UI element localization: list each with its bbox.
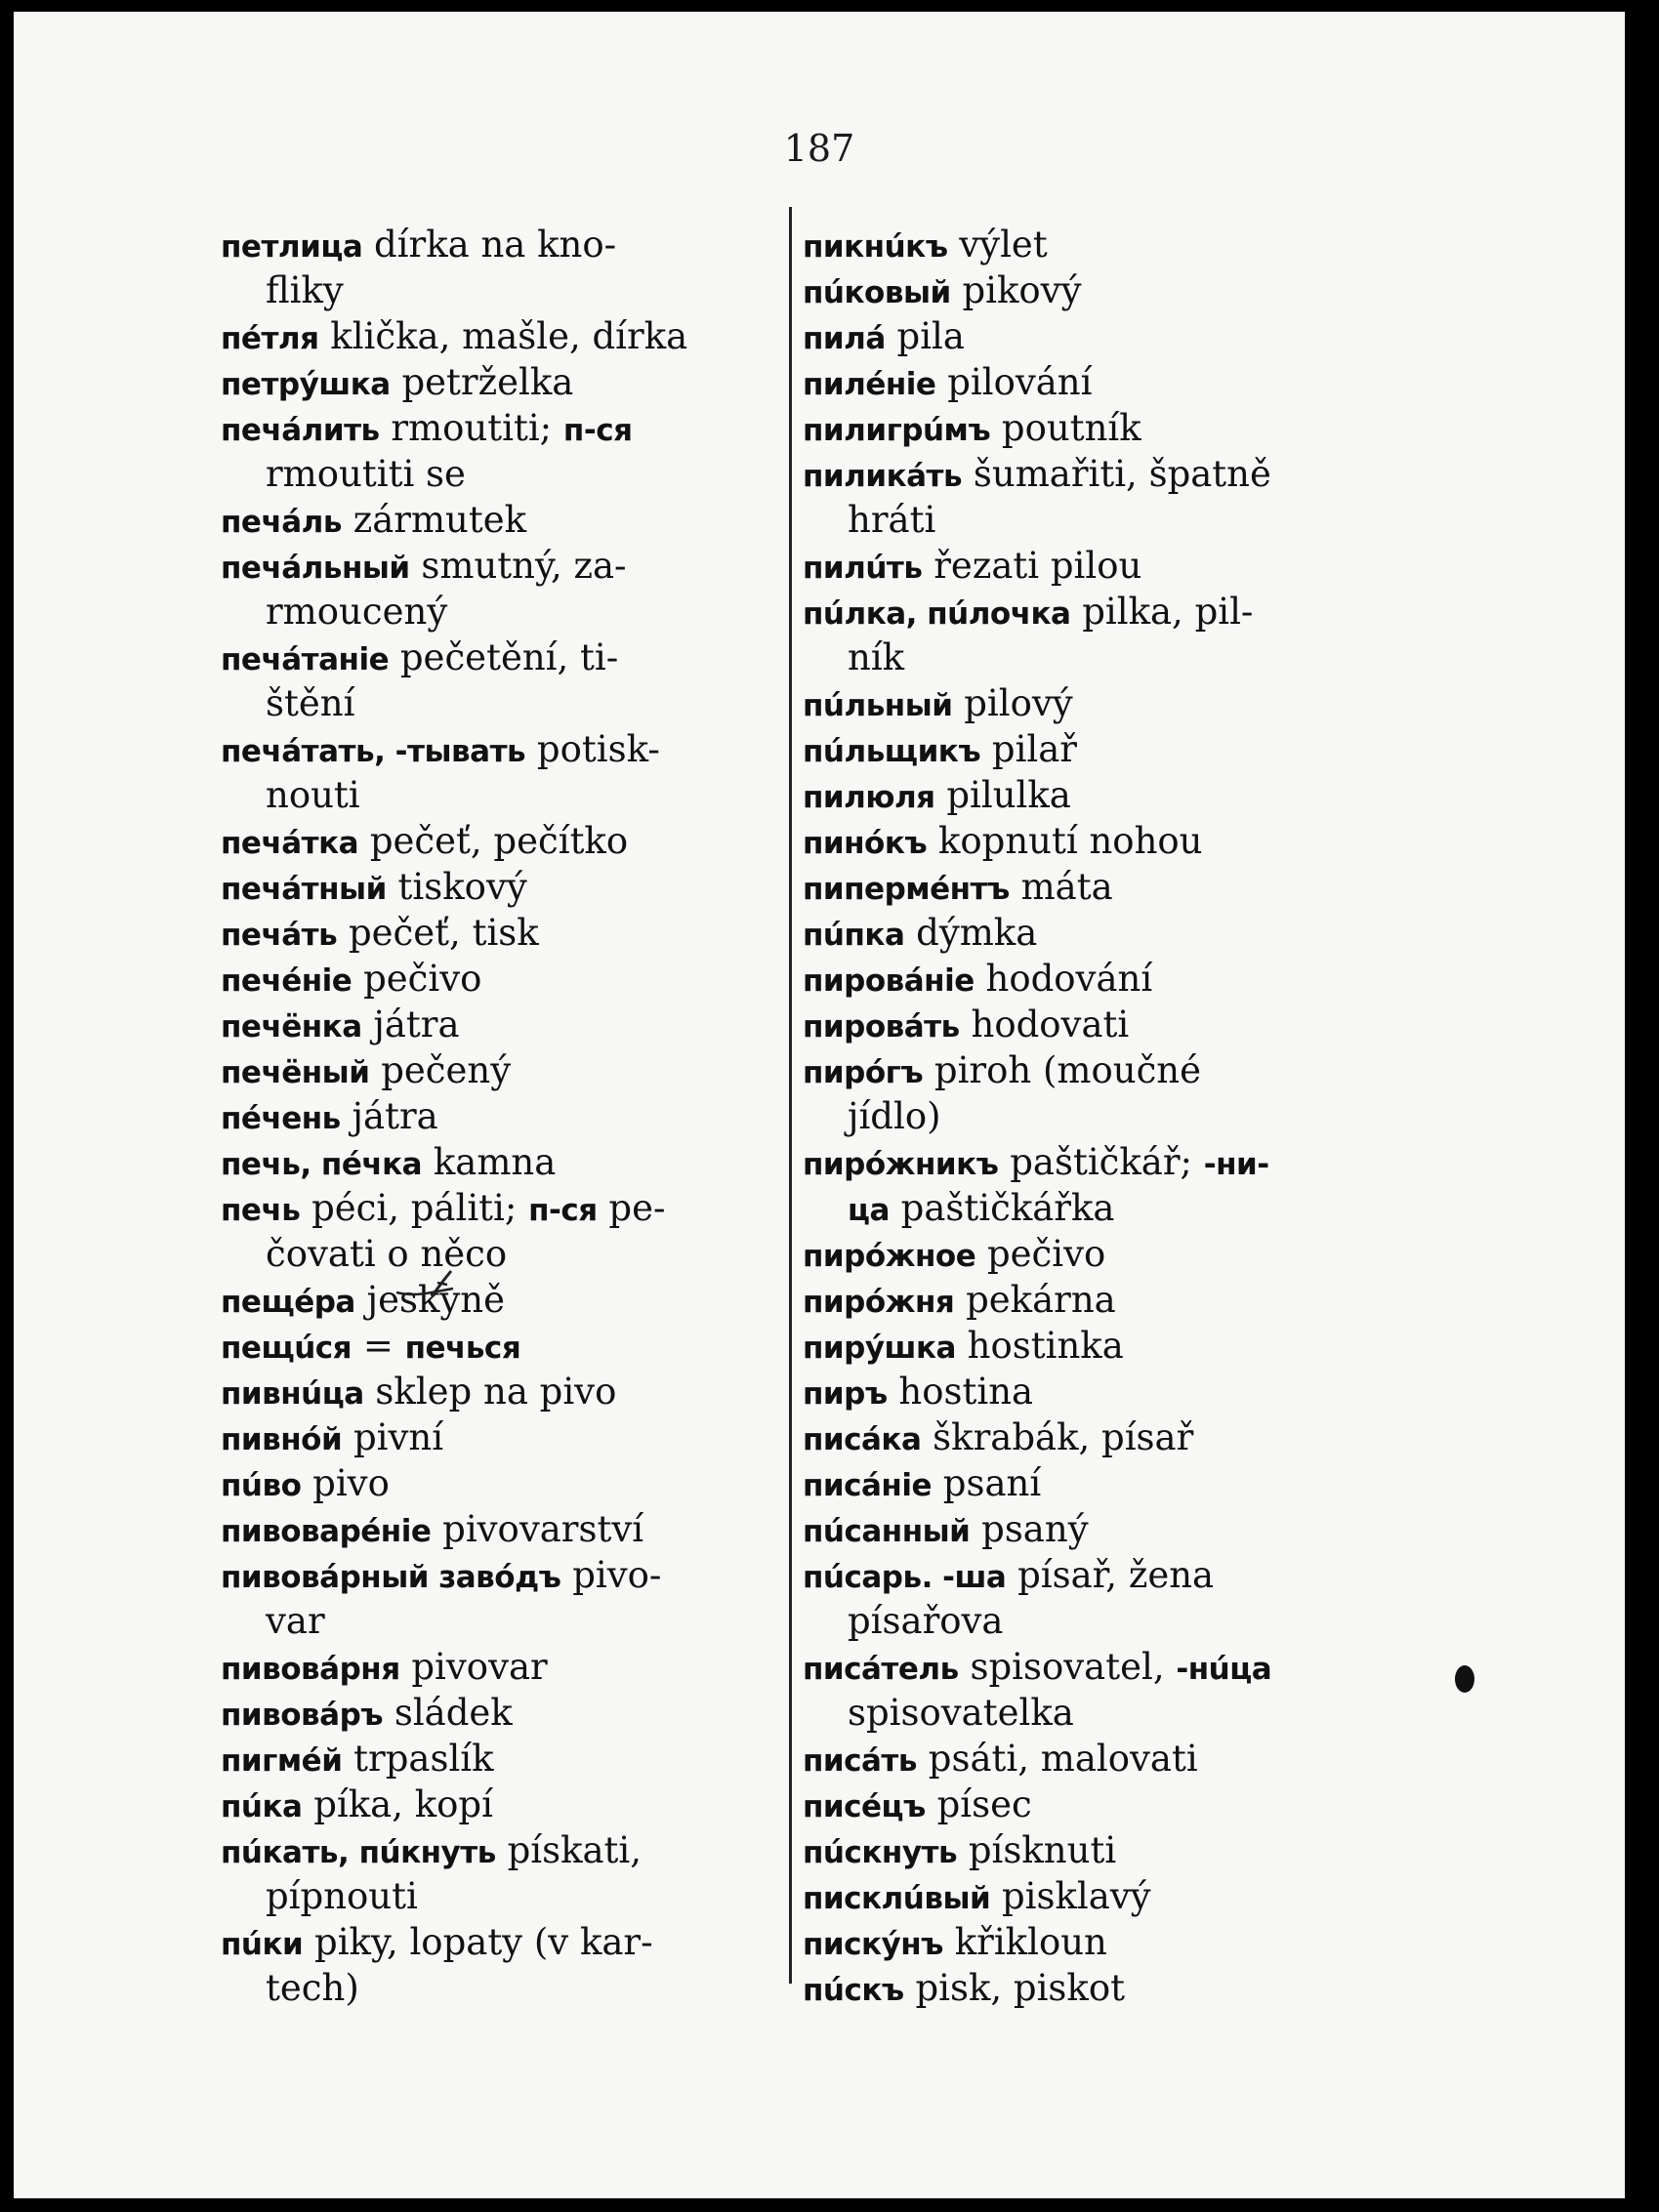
dictionary-entry (803, 1506, 1379, 1552)
translation: tech) (266, 1967, 359, 2009)
dictionary-entry (221, 405, 779, 451)
headword: пигмéй (221, 1743, 343, 1779)
headword: пировáніе (803, 963, 975, 999)
headword: пирóжня (803, 1285, 955, 1320)
headword: пинóкъ (803, 826, 928, 861)
translation: var (266, 1600, 325, 1642)
dictionary-entry (221, 726, 779, 772)
dictionary-entry (803, 1552, 1379, 1598)
translation: fliky (266, 269, 344, 311)
dictionary-entry (803, 680, 1379, 726)
headword: петлица (221, 229, 363, 265)
translation: péci, páliti; (300, 1187, 529, 1229)
dictionary-entry (221, 1690, 779, 1736)
translation: játra (361, 1004, 460, 1045)
headword: писáтель (803, 1652, 959, 1687)
dictionary-entry (221, 635, 779, 680)
headword: п-ся (562, 413, 633, 448)
dictionary-entry (221, 543, 779, 589)
translation: rmoucený (266, 591, 448, 633)
dictionary-entry (803, 543, 1379, 589)
translation: škrabák, písař (921, 1416, 1194, 1458)
headword: пúковый (803, 275, 951, 310)
headword: пивовáрный завóдъ (221, 1560, 561, 1595)
entry-continuation (221, 1873, 779, 1919)
headword: пéчень (221, 1101, 341, 1136)
headword: писéцъ (803, 1789, 926, 1824)
headword: печёный (221, 1055, 370, 1090)
translation: klička, mašle, dírka (318, 315, 688, 357)
dictionary-entry (803, 910, 1379, 956)
entry-continuation (221, 1598, 779, 1644)
translation: játra (340, 1095, 438, 1137)
dictionary-entry (221, 910, 779, 956)
dictionary-entry (221, 956, 779, 1002)
translation: psaní (932, 1462, 1042, 1504)
dictionary-entry (803, 1644, 1379, 1690)
translation: pilař (980, 728, 1077, 770)
handwritten-check-mark (393, 1263, 461, 1302)
translation: pe- (597, 1187, 666, 1229)
right-column (803, 222, 1379, 2011)
translation: křikloun (942, 1921, 1107, 1963)
dictionary-entry (221, 222, 779, 267)
headword: пúво (221, 1468, 302, 1503)
dictionary-entry (803, 589, 1379, 635)
headword: печéніе (221, 963, 353, 999)
headword: печься (404, 1331, 521, 1366)
column-divider (789, 207, 792, 1984)
dictionary-entry (221, 313, 779, 359)
dictionary-entry (221, 1185, 779, 1231)
headword: печь, пéчка (221, 1147, 423, 1182)
entry-continuation (803, 1598, 1379, 1644)
headword: писáка (803, 1422, 922, 1457)
page-number: 187 (783, 127, 855, 170)
translation: paštičkářka (889, 1187, 1115, 1229)
dictionary-entry (803, 1782, 1379, 1827)
dictionary-entry (803, 1047, 1379, 1093)
entry-continuation (221, 451, 779, 497)
translation: kamna (422, 1141, 557, 1183)
dictionary-entry (803, 726, 1379, 772)
translation: spisovatelka (848, 1692, 1074, 1734)
headword: печáтать, -тывать (221, 734, 526, 769)
headword: пирóжникъ (803, 1147, 999, 1182)
headword: пирóгъ (803, 1055, 924, 1090)
headword: пúлка, пúлочка (803, 596, 1071, 632)
headword: пилúть (803, 551, 923, 586)
headword: пúки (221, 1927, 304, 1962)
headword: пировáть (803, 1009, 960, 1045)
dictionary-entry (803, 864, 1379, 910)
entry-continuation (221, 589, 779, 635)
entry-continuation (221, 772, 779, 818)
headword: писáніе (803, 1468, 933, 1503)
dictionary-entry (221, 1644, 779, 1690)
dictionary-page (14, 12, 1625, 2198)
translation: pečeť, pečítko (358, 820, 629, 862)
headword: петрýшка (221, 367, 391, 402)
headword: печáтаніе (221, 642, 390, 677)
dictionary-entry (221, 359, 779, 405)
ink-spot (1455, 1665, 1474, 1693)
dictionary-entry (803, 956, 1379, 1002)
headword: пикнúкъ (803, 229, 948, 265)
dictionary-entry (221, 1782, 779, 1827)
headword: п-ся (528, 1193, 598, 1228)
dictionary-entry (803, 359, 1379, 405)
translation: pilový (952, 682, 1073, 724)
translation: rmoutiti; (379, 407, 563, 449)
translation: štění (266, 682, 355, 724)
translation: pivo (301, 1462, 390, 1504)
entry-continuation (221, 1965, 779, 2011)
headword: пещúся (221, 1331, 353, 1366)
entry-continuation (803, 1185, 1379, 1231)
dictionary-entry (221, 1369, 779, 1414)
translation: dírka na kno- (362, 224, 617, 266)
translation: písknuti (957, 1829, 1117, 1871)
headword: пúка (221, 1789, 303, 1824)
translation: hráti (848, 499, 936, 541)
dictionary-entry (803, 1736, 1379, 1782)
dictionary-entry (803, 1414, 1379, 1460)
dictionary-entry (803, 313, 1379, 359)
headword: пилигрúмъ (803, 413, 991, 448)
dictionary-entry (803, 1323, 1379, 1369)
dictionary-entry (803, 1277, 1379, 1323)
left-column (221, 222, 779, 2011)
entry-continuation (221, 1231, 779, 1277)
dictionary-entry (803, 1460, 1379, 1506)
headword: печёнка (221, 1009, 362, 1045)
translation: pivovar (399, 1646, 548, 1688)
dictionary-entry (221, 1277, 779, 1323)
translation: písař, žena (1006, 1554, 1215, 1596)
translation: píka, kopí (302, 1783, 493, 1825)
headword: пирóжное (803, 1239, 976, 1274)
headword: пивовáрня (221, 1652, 400, 1687)
translation: pilulka (934, 774, 1071, 816)
translation: dýmka (904, 912, 1038, 954)
translation: písařova (848, 1600, 1004, 1642)
translation: sklep na pivo (363, 1371, 617, 1413)
headword: печáть (221, 918, 338, 953)
translation: jídlo) (848, 1095, 941, 1137)
entry-continuation (803, 497, 1379, 543)
headword: печáтка (221, 826, 359, 861)
translation: pivovarství (431, 1508, 644, 1550)
headword: пискýнъ (803, 1927, 943, 1962)
dictionary-entry (221, 1506, 779, 1552)
translation: písec (925, 1783, 1032, 1825)
dictionary-entry (803, 772, 1379, 818)
translation: pisk, piskot (903, 1967, 1125, 2009)
headword: печь (221, 1193, 301, 1228)
translation: pisklavý (990, 1875, 1151, 1917)
dictionary-entry (221, 497, 779, 543)
translation: výlet (947, 224, 1048, 266)
translation: pečeť, tisk (337, 912, 539, 954)
dictionary-entry (803, 1002, 1379, 1047)
headword: пúскнуть (803, 1835, 958, 1870)
dictionary-entry (221, 1047, 779, 1093)
dictionary-entry (803, 222, 1379, 267)
headword: пиликáть (803, 459, 963, 494)
translation: pivo- (560, 1554, 662, 1596)
headword: пещéра (221, 1285, 355, 1320)
translation: smutný, za- (409, 545, 627, 587)
entry-continuation (803, 635, 1379, 680)
translation: pečivo (975, 1233, 1106, 1275)
headword: пúкать, пúкнуть (221, 1835, 496, 1870)
translation: paštičkář; (998, 1141, 1204, 1183)
translation: spisovatel, (958, 1646, 1177, 1688)
translation: hodování (974, 958, 1153, 1000)
translation: potisk- (525, 728, 660, 770)
dictionary-entry (803, 451, 1379, 497)
headword: пилéніе (803, 367, 936, 402)
translation: hodovati (959, 1004, 1130, 1045)
headword: печáтный (221, 872, 387, 907)
translation: pekárna (954, 1279, 1116, 1321)
translation: pila (885, 315, 965, 357)
dictionary-entry (221, 1002, 779, 1047)
translation: máta (1009, 866, 1113, 908)
headword: пúльный (803, 688, 953, 723)
headword: печáль (221, 505, 342, 540)
dictionary-entry (803, 405, 1379, 451)
headword: пúпка (803, 918, 905, 953)
dictionary-entry (803, 1369, 1379, 1414)
headword: пиръ (803, 1376, 888, 1412)
translation: piky, lopaty (v kar- (303, 1921, 653, 1963)
translation: pískati, (495, 1829, 643, 1871)
dictionary-entry (803, 267, 1379, 313)
headword: пирýшка (803, 1331, 956, 1366)
translation: tiskový (386, 866, 527, 908)
translation: pikový (950, 269, 1082, 311)
translation: nouti (266, 774, 360, 816)
translation: pilování (935, 361, 1093, 403)
translation: rmoutiti se (266, 453, 466, 495)
headword: писáть (803, 1743, 918, 1779)
headword: пивнóй (221, 1422, 343, 1457)
translation: řezati pilou (922, 545, 1142, 587)
dictionary-entry (221, 818, 779, 864)
entry-continuation (221, 267, 779, 313)
headword: пéтля (221, 321, 319, 356)
translation: hostinka (955, 1325, 1124, 1367)
headword: пипермéнтъ (803, 872, 1010, 907)
entry-continuation (803, 1690, 1379, 1736)
headword: пúскъ (803, 1973, 904, 2008)
dictionary-entry (221, 1414, 779, 1460)
headword: пúльщикъ (803, 734, 981, 769)
translation: psaný (970, 1508, 1089, 1550)
translation: zármutek (341, 499, 527, 541)
headword: пивовáръ (221, 1698, 384, 1733)
dictionary-entry (221, 1827, 779, 1873)
entry-continuation (221, 680, 779, 726)
translation: poutník (990, 407, 1141, 449)
translation: šumařiti, špatně (962, 453, 1271, 495)
dictionary-entry (221, 1919, 779, 1965)
headword: -ни- (1203, 1147, 1269, 1182)
headword: ца (848, 1193, 890, 1228)
translation: ník (848, 636, 905, 678)
translation: hostina (887, 1371, 1034, 1413)
headword: печáлить (221, 413, 380, 448)
headword: пилюля (803, 780, 935, 815)
entry-continuation (803, 1093, 1379, 1139)
dictionary-entry (221, 1139, 779, 1185)
headword: печáльный (221, 551, 410, 586)
dictionary-entry (221, 1093, 779, 1139)
headword: пúсарь. -ша (803, 1560, 1007, 1595)
dictionary-entry (221, 864, 779, 910)
dictionary-entry (803, 1965, 1379, 2011)
translation: pilka, pil- (1070, 591, 1254, 633)
translation: piroh (moučné (923, 1049, 1202, 1091)
headword: пивоварéніе (221, 1514, 432, 1549)
translation: pečený (369, 1049, 512, 1091)
dictionary-entry (803, 1919, 1379, 1965)
translation: = (352, 1325, 405, 1367)
dictionary-entry (803, 1139, 1379, 1185)
headword: пúсанный (803, 1514, 971, 1549)
dictionary-entry (221, 1552, 779, 1598)
headword: -нúца (1176, 1652, 1272, 1687)
dictionary-entry (221, 1736, 779, 1782)
translation: pivní (342, 1416, 444, 1458)
translation: trpaslík (342, 1738, 494, 1780)
dictionary-entry (221, 1323, 779, 1369)
dictionary-entry (803, 1231, 1379, 1277)
translation: pípnouti (266, 1875, 418, 1917)
headword: пилá (803, 321, 886, 356)
headword: писклúвый (803, 1881, 991, 1916)
translation: pečetění, ti- (389, 636, 619, 678)
translation: čovati o něco (266, 1233, 508, 1275)
translation: kopnutí nohou (927, 820, 1203, 862)
translation: jeskyně (354, 1279, 506, 1321)
dictionary-entry (803, 1873, 1379, 1919)
dictionary-entry (221, 1460, 779, 1506)
translation: petrželka (390, 361, 574, 403)
translation: sládek (383, 1692, 513, 1734)
translation: psáti, malovati (917, 1738, 1198, 1780)
translation: pečivo (352, 958, 482, 1000)
headword: пивнúца (221, 1376, 364, 1412)
dictionary-entry (803, 818, 1379, 864)
dictionary-entry (803, 1827, 1379, 1873)
